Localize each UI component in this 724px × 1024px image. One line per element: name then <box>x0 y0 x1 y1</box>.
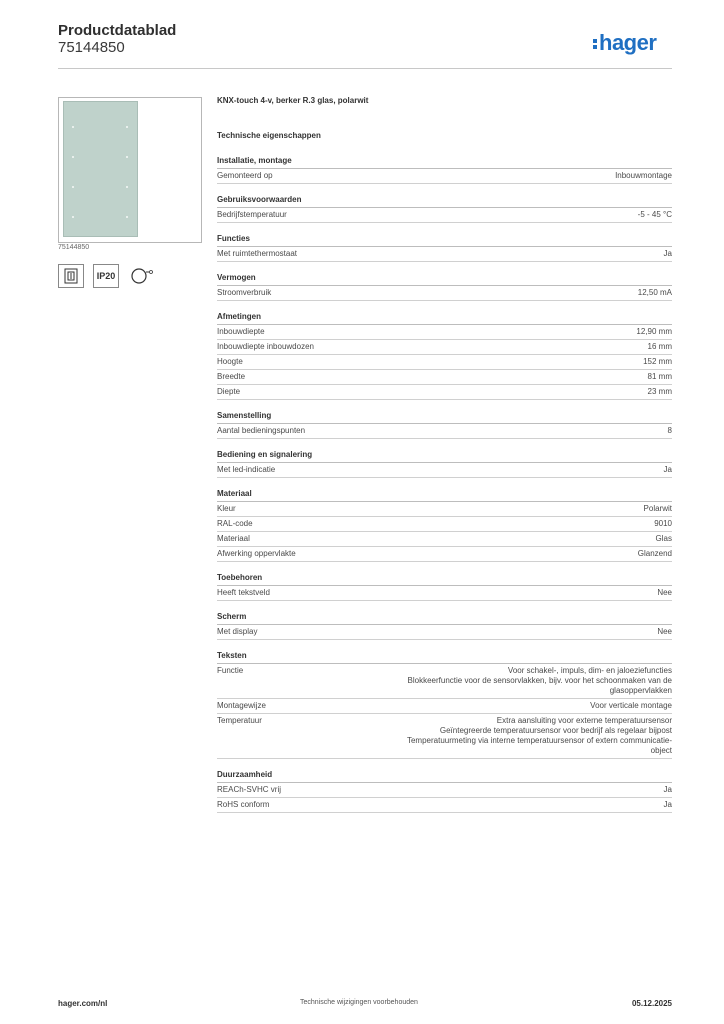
property-value <box>656 534 672 544</box>
property-value-line: 81 mm <box>647 372 672 381</box>
property-section <box>217 156 672 184</box>
property-label: Met display <box>217 627 258 636</box>
property-value-line: -5 - 45 °C <box>637 210 672 219</box>
property-value-line: Temperatuurmeting via interne temperatuursensor of extern communicatie- <box>406 736 672 745</box>
section-title: Installatie, montage <box>217 156 672 169</box>
property-label: RoHS conform <box>217 800 270 809</box>
property-row <box>217 625 672 640</box>
property-label: Bedrijfstemperatuur <box>217 210 287 219</box>
property-row <box>217 502 672 517</box>
footer-date: 05.12.2025 <box>631 999 672 1008</box>
property-value-line: Voor verticale montage <box>590 701 672 710</box>
property-label: Functie <box>217 666 244 675</box>
property-value <box>644 504 672 514</box>
temperature-sensor-icon <box>128 264 156 288</box>
section-title: Vermogen <box>217 273 672 286</box>
property-row <box>217 340 672 355</box>
property-label: Heeft tekstveld <box>217 588 270 597</box>
property-label: Gemonteerd op <box>217 171 273 180</box>
property-section <box>217 234 672 262</box>
property-value <box>664 785 672 795</box>
property-value <box>664 465 672 475</box>
property-section <box>217 489 672 562</box>
footer-website: hager.com/nl <box>58 999 108 1008</box>
property-value <box>636 327 672 337</box>
property-value <box>657 588 672 598</box>
property-value-line: Geïntegreerde temperatuursensor voor bedrijf als regelaar bijpost <box>439 726 672 735</box>
property-label: Inbouwdiepte <box>217 327 265 336</box>
section-title: Scherm <box>217 612 672 625</box>
property-row <box>217 798 672 813</box>
image-caption: 75144850 <box>58 244 90 251</box>
hager-logo <box>593 30 656 56</box>
property-value <box>638 210 672 220</box>
section-title: Functies <box>217 234 672 247</box>
property-label: REACh-SVHC vrij <box>217 785 282 794</box>
property-value <box>657 627 672 637</box>
page-title: Productdatablad <box>58 22 177 39</box>
property-row <box>217 286 672 301</box>
product-image <box>58 97 202 243</box>
property-row <box>217 424 672 439</box>
property-row <box>217 370 672 385</box>
property-value <box>668 426 672 436</box>
property-value-line: Extra aansluiting voor externe temperatuursensor <box>496 716 672 725</box>
property-section <box>217 195 672 223</box>
property-value-line: Ja <box>663 465 672 474</box>
property-label: Temperatuur <box>217 716 262 725</box>
logo-dots-icon <box>593 37 597 51</box>
property-label: Inbouwdiepte inbouwdozen <box>217 342 314 351</box>
property-label: Aantal bedieningspunten <box>217 426 306 435</box>
property-row <box>217 783 672 798</box>
property-row <box>217 325 672 340</box>
property-label: Kleur <box>217 504 236 513</box>
property-label: Hoogte <box>217 357 243 366</box>
property-value-line: glasoppervlakken <box>609 686 672 695</box>
property-section <box>217 573 672 601</box>
property-section <box>217 770 672 813</box>
property-value-line: Blokkeerfunctie voor de sensorvlakken, bijv. voor het schoonmaken van de <box>407 676 672 685</box>
technical-properties-heading: Technische eigenschappen <box>217 131 321 140</box>
property-row <box>217 586 672 601</box>
property-value-line: object <box>650 746 672 755</box>
property-value <box>648 342 672 352</box>
property-label: Stroomverbruik <box>217 288 272 297</box>
section-title: Toebehoren <box>217 573 672 586</box>
property-value <box>648 387 672 397</box>
section-title: Samenstelling <box>217 411 672 424</box>
property-value-line: Ja <box>663 800 672 809</box>
property-row <box>217 664 672 699</box>
property-value <box>648 372 672 382</box>
property-value <box>664 800 672 810</box>
property-row <box>217 699 672 714</box>
property-row <box>217 169 672 184</box>
property-section <box>217 450 672 478</box>
section-title: Duurzaamheid <box>217 770 672 783</box>
property-value <box>615 171 672 181</box>
property-value <box>638 288 672 298</box>
property-label: Montagewijze <box>217 701 266 710</box>
section-title: Bediening en signalering <box>217 450 672 463</box>
property-row <box>217 517 672 532</box>
property-label: Met led-indicatie <box>217 465 276 474</box>
section-title: Materiaal <box>217 489 672 502</box>
property-value <box>643 357 672 367</box>
property-section <box>217 651 672 759</box>
property-value <box>664 249 672 259</box>
ip20-icon <box>93 264 119 288</box>
property-value-line: Glanzend <box>637 549 672 558</box>
property-value-line: Ja <box>663 785 672 794</box>
property-value-line: Inbouwmontage <box>615 171 672 180</box>
property-value-line: Voor schakel-, impuls, dim- en jaloeziefuncties <box>507 666 672 675</box>
property-value-line: Ja <box>663 249 672 258</box>
property-value <box>408 666 672 696</box>
properties-table <box>217 156 672 824</box>
property-row <box>217 714 672 759</box>
certification-icons <box>58 264 156 288</box>
product-number: 75144850 <box>58 39 125 56</box>
property-value-line: 16 mm <box>647 342 672 351</box>
property-section <box>217 312 672 400</box>
property-label: Breedte <box>217 372 246 381</box>
property-value-line: Nee <box>657 627 672 636</box>
section-title: Teksten <box>217 651 672 664</box>
property-section <box>217 273 672 301</box>
din-rail-icon <box>58 264 84 288</box>
product-title: KNX-touch 4-v, berker R.3 glas, polarwit <box>217 96 369 105</box>
property-value-line: 23 mm <box>647 387 672 396</box>
property-value-line: 152 mm <box>643 357 672 366</box>
property-value-line: 9010 <box>654 519 672 528</box>
property-row <box>217 355 672 370</box>
device-illustration <box>63 101 138 237</box>
property-row <box>217 463 672 478</box>
property-row <box>217 208 672 223</box>
logo-text: hager <box>599 30 657 55</box>
property-value <box>407 716 672 756</box>
property-value-line: Glas <box>655 534 672 543</box>
property-label: Materiaal <box>217 534 250 543</box>
property-section <box>217 612 672 640</box>
property-value <box>590 701 672 711</box>
ip20-label: IP20 <box>96 271 116 281</box>
property-value-line: Nee <box>657 588 672 597</box>
section-title: Afmetingen <box>217 312 672 325</box>
property-label: Met ruimtethermostaat <box>217 249 298 258</box>
footer-disclaimer: Technische wijzigingen voorbehouden <box>300 999 418 1006</box>
property-row <box>217 385 672 400</box>
property-value <box>638 549 672 559</box>
property-label: Diepte <box>217 387 241 396</box>
property-value-line: 8 <box>667 426 672 435</box>
property-label: Afwerking oppervlakte <box>217 549 296 558</box>
property-value-line: 12,50 mA <box>637 288 672 297</box>
property-value <box>654 519 672 529</box>
header-divider <box>58 68 672 69</box>
property-label: RAL-code <box>217 519 253 528</box>
section-title: Gebruiksvoorwaarden <box>217 195 672 208</box>
property-row <box>217 247 672 262</box>
property-value-line: 12,90 mm <box>636 327 672 336</box>
property-value-line: Polarwit <box>643 504 672 513</box>
property-section <box>217 411 672 439</box>
property-row <box>217 547 672 562</box>
property-row <box>217 532 672 547</box>
